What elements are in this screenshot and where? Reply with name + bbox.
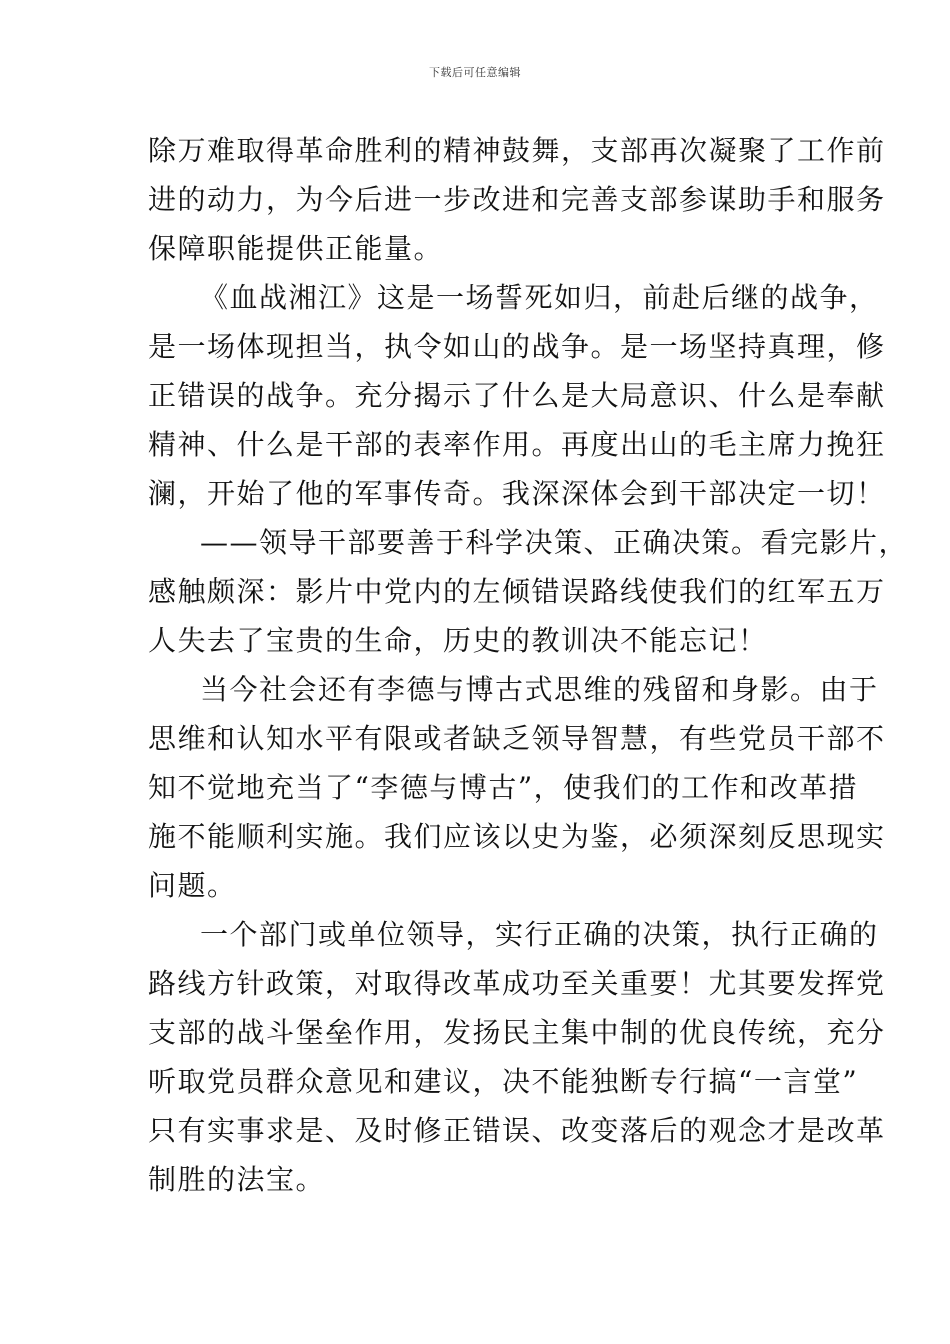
text-line: 路线方针政策，对取得改革成功至关重要！尤其要发挥党 <box>148 967 886 1000</box>
text-line: 听取党员群众意见和建议，决不能独断专行搞“一言堂” <box>148 1065 859 1098</box>
text-line: 澜，开始了他的军事传奇。我深深体会到干部决定一切！ <box>148 477 886 510</box>
text-line: 思维和认知水平有限或者缺乏领导智慧，有些党员干部不 <box>148 722 886 755</box>
text-line: 《血战湘江》这是一场誓死如归，前赴后继的战争， <box>200 281 879 314</box>
paragraph-3 <box>148 522 909 669</box>
text-line: 进的动力，为今后进一步改进和完善支部参谋助手和服务 <box>148 183 886 216</box>
text-line: 只有实事求是、及时修正错误、改变落后的观念才是改革 <box>148 1114 886 1147</box>
text-line: 精神、什么是干部的表率作用。再度出山的毛主席力挽狂 <box>148 428 886 461</box>
text-line: 是一场体现担当，执令如山的战争。是一场坚持真理，修 <box>148 330 886 363</box>
text-line: 一个部门或单位领导，实行正确的决策，执行正确的 <box>200 918 879 951</box>
paragraph-2 <box>148 277 886 522</box>
text-line: ——领导干部要善于科学决策、正确决策。看完影片， <box>200 526 909 559</box>
text-line: 制胜的法宝。 <box>148 1163 326 1196</box>
text-line: 当今社会还有李德与博古式思维的残留和身影。由于 <box>200 673 879 706</box>
paragraph-4 <box>148 669 886 914</box>
text-line: 人失去了宝贵的生命，历史的教训决不能忘记！ <box>148 624 768 657</box>
text-line: 保障职能提供正能量。 <box>148 232 444 265</box>
document-body <box>148 130 909 1208</box>
text-line: 知不觉地充当了“李德与博古”，使我们的工作和改革措 <box>148 771 859 804</box>
page-header: 下载后可任意编辑 <box>429 66 521 79</box>
text-line: 施不能顺利实施。我们应该以史为鉴，必须深刻反思现实 <box>148 820 886 853</box>
text-line: 正错误的战争。充分揭示了什么是大局意识、什么是奉献 <box>148 379 886 412</box>
text-line: 问题。 <box>148 869 237 902</box>
text-line: 感触颇深：影片中党内的左倾错误路线使我们的红军五万 <box>148 575 886 608</box>
paragraph-5 <box>148 914 886 1208</box>
paragraph-1 <box>148 130 886 277</box>
text-line: 除万难取得革命胜利的精神鼓舞，支部再次凝聚了工作前 <box>148 134 886 167</box>
text-line: 支部的战斗堡垒作用，发扬民主集中制的优良传统，充分 <box>148 1016 886 1049</box>
